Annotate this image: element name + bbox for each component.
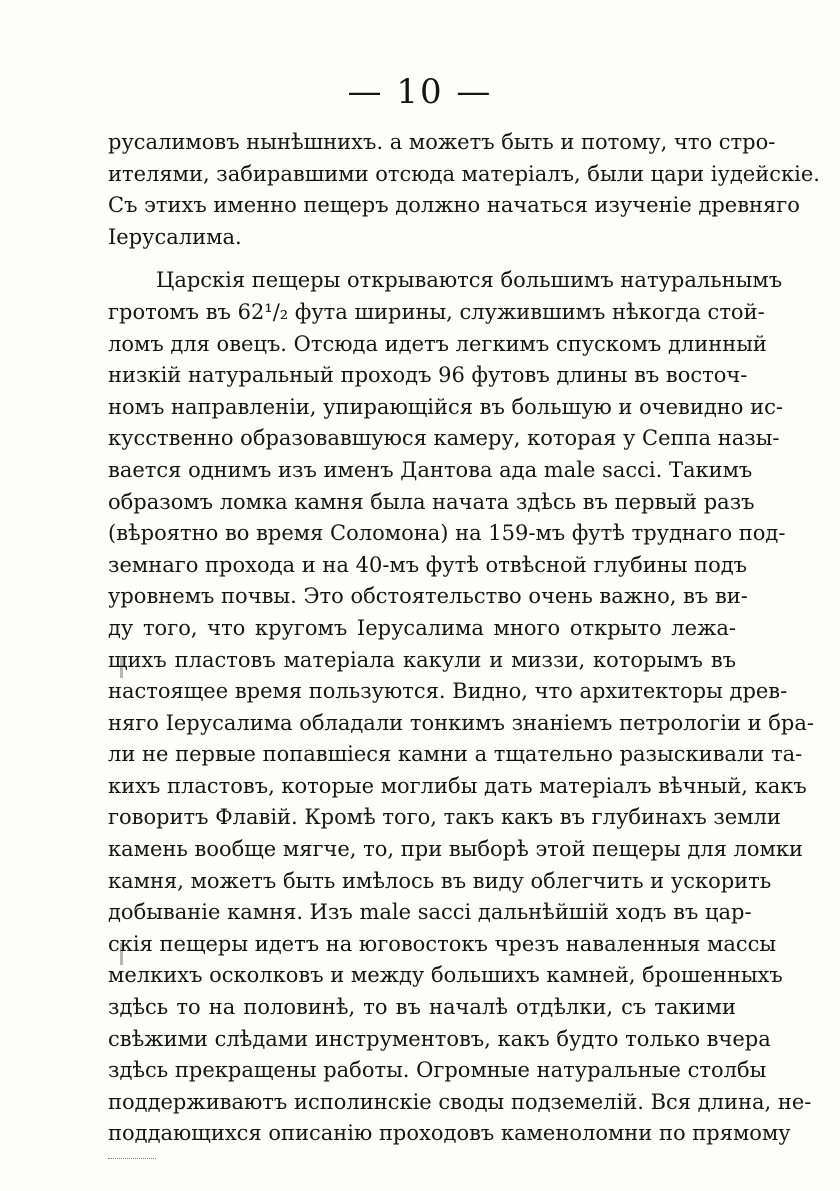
text-line: низкій натуральный проходъ 96 футовъ длины въ восточ- (108, 363, 748, 388)
text-line: номъ направленіи, упирающійся въ большую и очевидно ис- (108, 394, 783, 419)
text-line: ителями, забиравшими отсюда матеріалъ, были цари іудейскіе. (108, 161, 820, 186)
text-line: мелкихъ осколковъ и между большихъ камней, брошенныхъ (108, 963, 783, 988)
text-line: (вѣроятно во время Соломона) на 159-мъ футѣ труднаго под- (108, 521, 786, 546)
text-line: Съ этихъ именно пещеръ должно начаться изученіе древняго (108, 193, 800, 218)
text-line: уровнемъ почвы. Это обстоятельство очень важно, въ ви- (108, 584, 748, 609)
text-line: ли не первые попавшіеся камни а тщательно разыскивали та- (108, 742, 803, 767)
text-line: вается однимъ изъ именъ Дантова ада male sacci. Такимъ (108, 457, 753, 482)
text-line: русалимовъ нынѣшнихъ. а можетъ быть и потому, что стро- (108, 130, 776, 154)
text-line: ломъ для овецъ. Отсюда идетъ легкимъ спускомъ длинный (108, 331, 767, 356)
paragraph-2 (108, 265, 814, 1150)
text-line: гротомъ въ 62¹/₂ фута ширины, служившимъ нѣкогда стой- (108, 299, 765, 324)
text-line: поддающихся описанію проходовъ каменоломни по прямому (108, 1121, 791, 1146)
text-line: щихъ пластовъ матеріала какули и миззи, которымъ въ (108, 647, 736, 672)
footer-rule (108, 1158, 156, 1159)
page-number: — 10 — (347, 72, 493, 112)
text-line: добываніе камня. Изъ male sacci дальнѣйшій ходъ въ цар- (108, 900, 752, 925)
text-line: образомъ ломка камня была начата здѣсь въ первый разъ (108, 489, 755, 514)
text-line: камня, можетъ быть имѣлось въ виду облегчить и ускорить (108, 868, 772, 893)
text-line: говоритъ Флавій. Кромѣ того, такъ какъ въ глубинахъ земли (108, 805, 781, 830)
text-line: здѣсь прекращены работы. Огромные натуральные столбы (108, 1058, 767, 1083)
body-text (108, 127, 820, 1150)
text-line: настоящее время пользуются. Видно, что архитекторы древ- (108, 679, 788, 704)
text-line: ду того, что кругомъ Іерусалима много открыто лежа- (108, 615, 736, 640)
text-line: кихъ пластовъ, которые моглибы дать матеріалъ вѣчный, какъ (108, 773, 807, 798)
text-line: здѣсь то на половинѣ, то въ началѣ отдѣлки, съ такими (108, 995, 736, 1020)
text-line: кусственно образовавшуюся камеру, которая у Сеппа назы- (108, 426, 780, 451)
text-line: няго Іерусалима обладали тонкимъ знаніемъ петрологіи и бра- (108, 710, 814, 735)
text-line: свѣжими слѣдами инструментовъ, какъ будто только вчера (108, 1026, 771, 1051)
paragraph-gap (108, 253, 736, 265)
text-line: поддерживаютъ исполинскіе своды подземелій. Вся длина, не- (108, 1089, 812, 1114)
text-line: Іерусалима. (108, 224, 242, 249)
text-line: скія пещеры идетъ на юговостокъ чрезъ наваленныя массы (108, 931, 777, 956)
text-line: камень вообще мягче, то, при выборѣ этой пещеры для ломки (108, 837, 803, 862)
text-line: земнаго прохода и на 40-мъ футѣ отвѣсной глубины подъ (108, 552, 748, 577)
paragraph-1 (108, 127, 820, 253)
text-line: Царскія пещеры открываются большимъ натуральнымъ (156, 268, 783, 293)
